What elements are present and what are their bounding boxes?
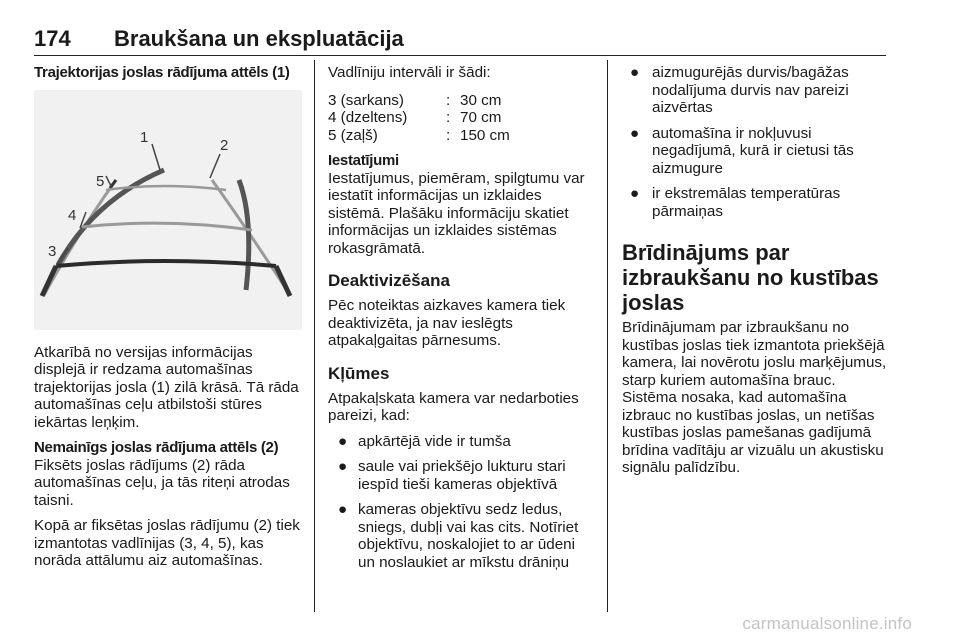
list-item: ● automašīna ir nokļuvusi negadījumā, kurā ir cietusi tās aizmugure [630,124,854,177]
label-1: 1 [140,128,149,146]
faults-list [328,433,596,572]
interval-row [328,109,510,127]
page-header [34,26,886,52]
interval-label: 4 (dzeltens) [328,109,408,126]
heading-faults: Kļūmes [328,363,390,383]
leader-5 [106,176,112,188]
trajectory-description: Atkarībā no versijas informācijas displejā ir redzama automašīnas trajektorijas josla (1) zilā krāsā. Tā rāda automašīnas ceļu atbilstoši stūres iekārtas leņķim. [34,343,299,431]
faults-list-continued [622,64,890,220]
camera-guideline-figure [34,90,302,330]
bullet-icon: ● [338,458,348,475]
column-3 [622,64,890,485]
guideline-4 [82,223,252,230]
column-1 [34,64,302,578]
guideline-3 [56,261,276,266]
column-divider-2 [607,60,608,612]
interval-row [328,92,510,110]
intervals-intro: Vadlīniju intervāli ir šādi: [328,64,491,81]
heading-trajectory: Trajektorijas joslas rādījuma attēls (1) [34,64,290,81]
interval-sep: : [446,126,451,144]
bullet-icon: ● [338,501,348,518]
label-5: 5 [96,172,105,190]
interval-label: 5 (zaļš) [328,126,378,144]
interval-value: 70 cm [460,109,502,126]
fixed-lane-description: Fiksēts joslas rādījums (2) rāda automašīnas ceļu, ja tās riteņi atrodas taisni. [34,456,290,509]
list-item: ● kameras objektīvu sedz ledus, sniegs, dubļi vai kas cits. Notīriet objektīvu, noskalojiet to ar ūdeni un noslaukiet ar mīkstu drāniņu [338,501,579,571]
interval-value: 30 cm [460,91,502,109]
interval-row [328,127,510,145]
interval-sep: : [446,109,451,126]
leader-1 [152,144,160,170]
heading-fixed-lane: Nemainīgs joslas rādījuma attēls (2) [34,439,279,456]
list-item: ● ir ekstremālas temperatūras pārmaiņas [630,185,841,220]
heading-deactivation: Deaktivizēšana [328,271,450,290]
interval-sep: : [446,91,451,109]
leader-2 [210,154,220,178]
faults-intro: Atpakaļskata kamera var nedarboties pareizi, kad: [328,389,579,424]
bullet-icon: ● [338,432,348,450]
trajectory-line-right [239,180,249,290]
label-3: 3 [48,242,57,260]
page-number: 174 [34,26,71,51]
lane-departure-text: Brīdinājumam par izbraukšanu no kustības joslas tiek izmantota priekšējā kamera, lai novērotu joslu marķējumus, starp kuriem automašīna brauc. Sistēma nosaka, kad automašīna izbrauc no kustības joslas, un netīšas kustības joslas pamešanas gadījumā brīdina vadītāju ar vizuālu un akustisku signālu palīdzību. [622,319,887,476]
column-divider-1 [314,60,315,612]
settings-text: Iestatījumus, piemēram, spilgtumu var iestatīt informācijas un izklaides sistēmā. Plašāku informāciju skatiet informācijas un izklaides sistēmas rokasgrāmatā. [328,169,585,257]
header-rule [34,55,886,56]
fixed-line-left [44,180,116,295]
side-right-lower [276,266,290,296]
interval-label: 3 (sarkans) [328,91,404,109]
watermark: carmanualsonline.info [742,614,912,633]
column-2 [328,64,596,579]
bullet-icon: ● [630,124,640,142]
intervals-table [328,92,510,145]
page-title: Braukšana un ekspluatācija [114,26,404,51]
label-4: 4 [68,206,77,224]
heading-lane-departure: Brīdinājums par izbraukšanu no kustības joslas [622,240,879,315]
deactivation-text: Pēc noteiktas aizkaves kamera tiek deaktivizēta, ja nav ieslēgts atpakaļgaitas pārnesums. [328,297,566,349]
guideline-diagram [34,90,302,330]
label-2: 2 [220,136,229,154]
guidelines-description: Kopā ar fiksētas joslas rādījumu (2) tiek izmantotas vadlīnijas (3, 4, 5), kas norāda attālumu aiz automašīnas. [34,517,300,569]
bullet-icon: ● [630,64,640,81]
list-item: ● saule vai priekšējo lukturu stari iespīd tieši kameras objektīvā [338,458,566,493]
side-left-lower [42,266,56,296]
interval-value: 150 cm [460,126,510,144]
heading-settings: Iestatījumi [328,152,399,169]
list-item: ● aizmugurējās durvis/bagāžas nodalījuma durvis nav pareizi aizvērtas [630,64,849,116]
list-item: ● apkārtējā vide ir tumša [338,432,511,450]
bullet-icon: ● [630,185,640,202]
